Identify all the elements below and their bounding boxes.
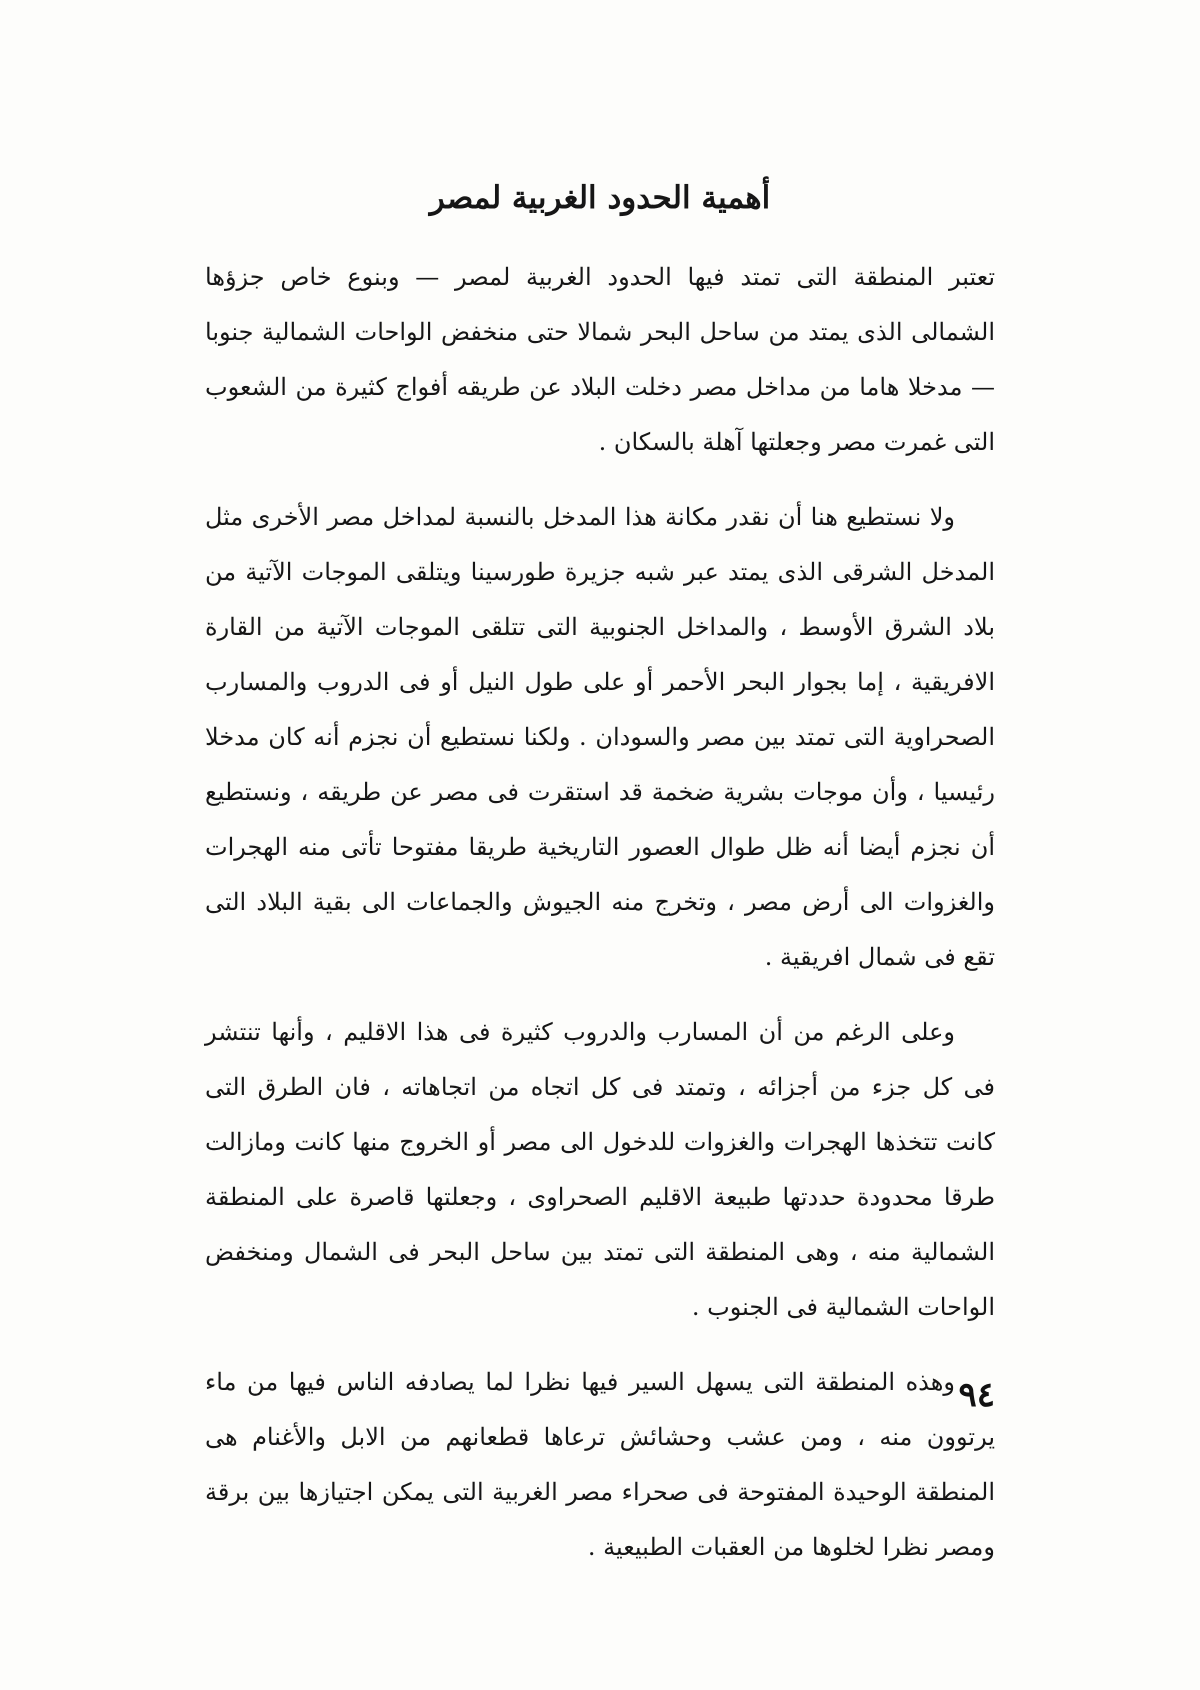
paragraph-2: ولا نستطيع هنا أن نقدر مكانة هذا المدخل بالنسبة لمداخل مصر الأخرى مثل المدخل الشرقى الذى يمتد عبر شبه جزيرة طورسينا ويتلقى الموجات الآتية من بلاد الشرق الأوسط ، والمداخل الجنوبية التى تتلقى الموجات الآتية من القارة الافريقية ، إما بجوار البحر الأحمر أو على طول النيل أو فى الدروب والمسارب الصحراوية التى تمتد بين مصر والسودان . ولكنا نستطيع أن نجزم أنه كان مدخلا رئيسيا ، وأن موجات بشرية ضخمة قد استقرت فى مصر عن طريقه ، ونستطيع أن نجزم أيضا أنه ظل طوال العصور التاريخية طريقا مفتوحا تأتى منه الهجرات والغزوات الى أرض مصر ، وتخرج منه الجيوش والجماعات الى بقية البلاد التى تقع فى شمال افريقية . (205, 503, 995, 971)
paragraph-1: تعتبر المنطقة التى تمتد فيها الحدود الغربية لمصر — وبنوع خاص جزؤها الشمالى الذى يمتد من ساحل البحر شمالا حتى منخفض الواحات الشمالية جنوبا — مدخلا هاما من مداخل مصر دخلت البلاد عن طريقه أفواج كثيرة من الشعوب التى غمرت مصر وجعلتها آهلة بالسكان . (205, 263, 995, 456)
paragraph-3: وعلى الرغم من أن المسارب والدروب كثيرة فى هذا الاقليم ، وأنها تنتشر فى كل جزء من أجزائه ، وتمتد فى كل اتجاه من اتجاهاته ، فان الطرق التى كانت تتخذها الهجرات والغزوات للدخول الى مصر أو الخروج منها كانت ومازالت طرقا محدودة حددتها طبيعة الاقليم الصحراوى ، وجعلتها قاصرة على المنطقة الشمالية منه ، وهى المنطقة التى تمتد بين ساحل البحر فى الشمال ومنخفض الواحات الشمالية فى الجنوب . (205, 1018, 995, 1321)
paragraph-4: وهذه المنطقة التى يسهل السير فيها نظرا لما يصادفه الناس فيها من ماء يرتوون منه ، ومن عشب وحشائش ترعاها قطعانهم من الابل والأغنام هى المنطقة الوحيدة المفتوحة فى صحراء مصر الغربية التى يمكن اجتيازها بين برقة ومصر نظرا لخلوها من العقبات الطبيعية . (205, 1368, 995, 1561)
page-title: أهمية الحدود الغربية لمصر (429, 180, 771, 216)
page-number: ٩٤ (958, 1375, 995, 1415)
